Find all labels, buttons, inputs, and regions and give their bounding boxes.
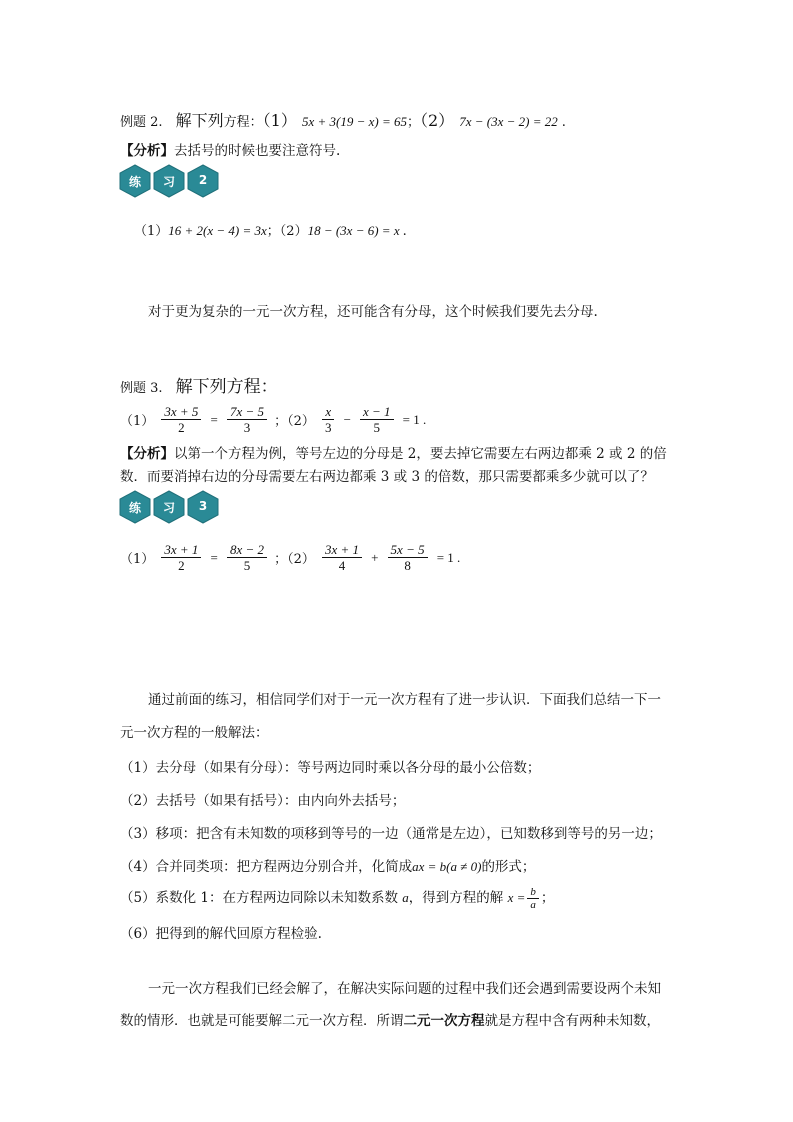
closing-text-2: 就是方程中含有两种未知数， [484,1013,660,1029]
denominator: 3 [324,420,332,435]
equals-sign: = [210,411,218,427]
part1-label: （1） [134,224,169,239]
example-2-equation-1: 5x + 3(19 − x) = 65 [301,114,407,129]
fraction [227,404,267,435]
fraction [161,542,201,573]
step-4-formula: ax = b(a ≠ 0) [412,859,482,874]
badge-char: 习 [162,501,175,515]
closing-line-2 [120,1009,660,1029]
step-5-suffix: ； [540,890,555,906]
separator: ；（2） [274,414,315,429]
right-hand-side: = 1 . [436,549,461,565]
denominator: 3 [243,420,251,435]
step-5-text-2: ，得到方程的解 [408,890,504,906]
fraction [527,886,539,911]
practice-2-equation-1: 16 + 2(x − 4) = 3x [168,223,267,238]
closing-line-1: 一元一次方程我们已经会解了，在解决实际问题的过程中我们还会遇到需要设两个未知 [148,981,661,997]
step-5-text: （5）系数化 1：在方程两边同除以未知数系数 [120,890,398,906]
step-4-suffix: 的形式； [481,859,536,875]
example-2-title: 解下列 [175,111,224,130]
minus-sign: − [343,411,351,427]
numerator: 5x − 5 [388,542,428,558]
denominator: 5 [373,420,381,435]
step-1: （1）去分母（如果有分母）：等号两边同时乘以各分母的最小公倍数； [120,760,541,776]
badge-number: 2 [198,173,208,187]
badge-char: 练 [128,501,141,515]
right-hand-side: = 1 . [402,411,427,427]
transition-paragraph: 对于更为复杂的一元一次方程，还可能含有分母，这个时候我们要先去分母. [148,304,598,320]
badge-number: 3 [198,499,208,513]
closing-text: 数的情形．也就是可能要解二元一次方程．所谓 [120,1013,404,1029]
separator: ； [406,115,420,130]
example-2-part1-label: （1） [262,111,297,130]
key-term: 二元一次方程 [403,1013,485,1029]
numerator: 8x − 2 [227,542,267,558]
example-2-analysis [120,139,340,159]
equals-sign: = [210,549,218,565]
example-3-title: 解下列方程： [175,377,278,397]
step-6: （6）把得到的解代回原方程检验. [120,926,322,942]
badge-char: 练 [128,175,141,189]
analysis-text: 去括号的时候也要注意符号. [174,143,341,159]
denominator: 4 [338,558,346,573]
numerator: b [527,886,539,899]
practice-2-equation-2: 18 − (3x − 6) = x [307,223,400,238]
fraction [322,404,335,435]
step-3: （3）移项：把含有未知数的项移到等号的一边（通常是左边），已知数移到等号的另一边； [120,826,662,842]
practice-3-badge [118,490,228,526]
example-2-label: 例题 2. [120,115,163,130]
badge-char: 习 [162,175,175,189]
analysis-tag: 【分析】 [120,143,174,159]
practice-3-equations [120,542,462,573]
step-4 [120,855,535,875]
step-5-variable: a [402,890,409,905]
denominator: a [530,899,536,911]
example-3-equations [120,404,428,435]
practice-2-problems [134,220,407,239]
analysis-tag: 【分析】 [120,446,174,462]
fraction [360,404,394,435]
step-5 [120,886,554,911]
period: . [402,224,407,239]
example-2-title-suffix: 方程： [223,115,263,130]
plus-sign: + [371,549,379,565]
numerator: 3x + 5 [161,404,201,420]
fraction [161,404,201,435]
numerator: 3x + 1 [161,542,201,558]
step-4-text: （4）合并同类项：把方程两边分别合并，化简成 [120,859,413,875]
denominator: 8 [404,558,411,573]
analysis-text: 以第一个方程为例，等号左边的分母是 2，要去掉它需要左右两边都乘 2 或 2 的倍 [174,446,667,462]
fraction [388,542,428,573]
numerator: x − 1 [360,404,394,420]
denominator: 2 [178,558,185,573]
step-5-formula: x = [507,890,526,905]
fraction [227,542,267,573]
part1-label: （1） [120,552,155,567]
separator: ；（2） [266,224,308,239]
numerator: 7x − 5 [227,404,267,420]
example-2-part2-label: （2） [419,111,455,130]
numerator: 3x + 1 [322,542,362,558]
example-3-analysis-line-1 [120,442,667,462]
practice-2-badge [118,164,228,200]
period: . [561,115,566,130]
summary-intro-line-2: 元一次方程的一般解法： [120,725,269,741]
example-3-label: 例题 3. [120,381,163,396]
example-3-heading [120,372,278,397]
denominator: 5 [243,558,251,573]
part1-label: （1） [120,414,155,429]
fraction [322,542,362,573]
example-3-analysis-line-2: 数．而要消掉右边的分母需要左右两边都乘 3 或 3 的倍数，那只需要都乘多少就可以了？ [120,469,654,485]
step-2: （2）去括号（如果有括号）：由内向外去括号； [120,793,406,809]
separator: ；（2） [274,552,315,567]
summary-intro-line-1: 通过前面的练习，相信同学们对于一元一次方程有了进一步认识．下面我们总结一下一 [148,692,661,708]
example-2-heading [120,108,566,131]
numerator: x [322,404,334,420]
example-2-equation-2: 7x − (3x − 2) = 22 [459,114,558,129]
denominator: 2 [178,420,185,435]
